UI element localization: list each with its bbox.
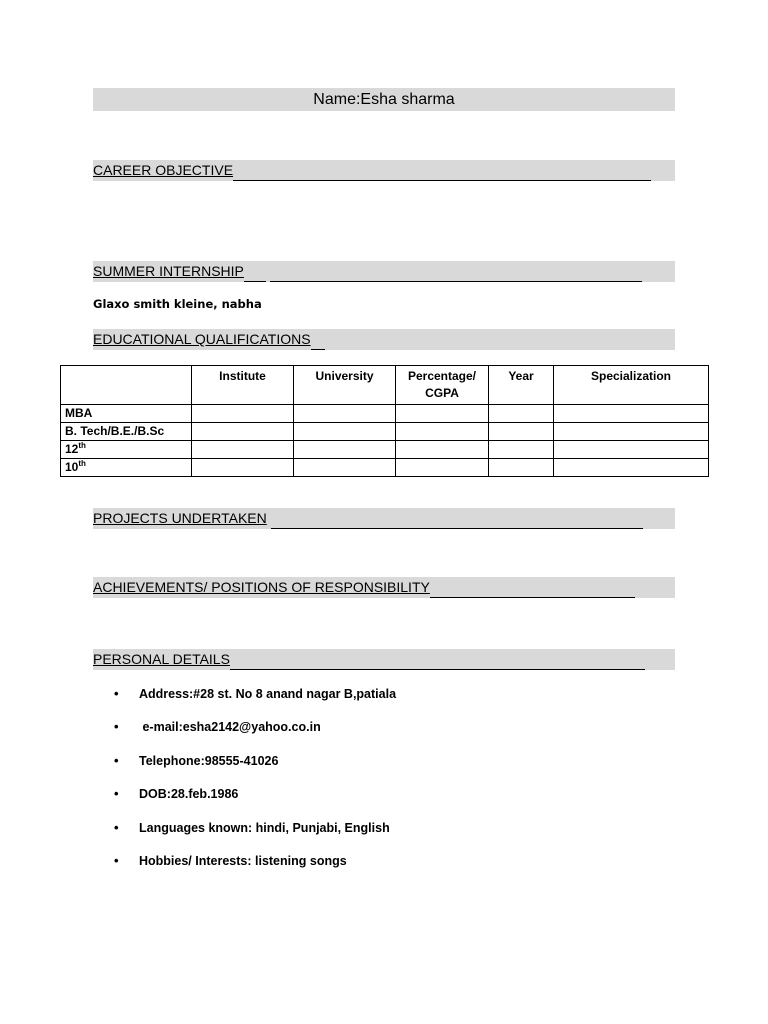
table-cell [489, 405, 554, 423]
projects-undertaken-heading [93, 508, 675, 529]
table-cell [554, 459, 709, 477]
table-cell [396, 405, 489, 423]
bullet-icon: • [114, 686, 119, 701]
list-item [114, 783, 396, 816]
table-cell [192, 441, 294, 459]
list-item [114, 716, 396, 749]
table-row [61, 441, 709, 459]
table-cell [489, 423, 554, 441]
heading-underline [311, 333, 325, 350]
personal-details-label: PERSONAL DETAILS [93, 651, 230, 667]
candidate-name: Name:Esha sharma [313, 91, 455, 108]
table-row [61, 423, 709, 441]
table-cell [489, 441, 554, 459]
table-cell [396, 423, 489, 441]
column-header: Institute [192, 366, 294, 405]
heading-underline [233, 164, 651, 181]
personal-details-list [114, 683, 396, 883]
bullet-icon: • [114, 819, 119, 835]
table-cell [294, 405, 396, 423]
list-item [114, 683, 396, 716]
heading-underline [430, 581, 635, 598]
row-label: B. Tech/B.E./B.Sc [61, 423, 192, 441]
row-label: 10th [61, 459, 192, 477]
table-row [61, 459, 709, 477]
table-header-row [61, 366, 709, 405]
email-text: e-mail:esha2142@yahoo.co.in [139, 720, 321, 735]
languages-text: Languages known: hindi, Punjabi, English [139, 820, 390, 835]
table-cell [294, 441, 396, 459]
list-item [114, 750, 396, 783]
bullet-icon: • [114, 786, 119, 802]
summer-internship-label: SUMMER INTERNSHIP [93, 263, 244, 279]
dob-text: DOB:28.feb.1986 [139, 787, 239, 802]
personal-details-heading [93, 649, 675, 670]
education-table [60, 365, 709, 477]
address-text: Address:#28 st. No 8 anand nagar B,patiala [139, 687, 397, 701]
column-header: Specialization [554, 366, 709, 405]
bullet-icon: • [114, 752, 119, 768]
row-label: 12th [61, 441, 192, 459]
column-header: University [294, 366, 396, 405]
table-cell [554, 423, 709, 441]
bullet-icon: • [114, 719, 119, 735]
achievements-label: ACHIEVEMENTS/ POSITIONS OF RESPONSIBILITY [93, 579, 430, 595]
career-objective-label: CAREER OBJECTIVE [93, 162, 234, 178]
table-cell [396, 441, 489, 459]
summer-internship-heading [93, 261, 675, 282]
table-cell [192, 459, 294, 477]
column-header [61, 366, 192, 405]
hobbies-text: Hobbies/ Interests: listening songs [139, 853, 347, 868]
heading-underline [230, 653, 645, 670]
achievements-heading [93, 577, 675, 598]
table-cell [192, 423, 294, 441]
column-header: Percentage/ CGPA [396, 366, 489, 405]
internship-detail: Glaxo smith kleine, nabha [93, 297, 262, 311]
telephone-text: Telephone:98555-41026 [139, 753, 279, 768]
educational-qualifications-heading [93, 329, 675, 350]
table-cell [294, 459, 396, 477]
table-cell [554, 405, 709, 423]
name-header [93, 88, 675, 111]
table-row [61, 405, 709, 423]
heading-underline [271, 512, 643, 529]
table-cell [294, 423, 396, 441]
heading-underline [270, 265, 642, 282]
ordinal-suffix: th [78, 459, 86, 468]
table-cell [396, 459, 489, 477]
educational-qualifications-label: EDUCATIONAL QUALIFICATIONS [93, 331, 311, 347]
table-cell [554, 441, 709, 459]
list-item [114, 850, 396, 883]
projects-undertaken-label: PROJECTS UNDERTAKEN [93, 510, 267, 526]
bullet-icon: • [114, 852, 119, 868]
table-cell [192, 405, 294, 423]
ordinal-suffix: th [78, 441, 86, 450]
list-item [114, 817, 396, 850]
row-label: MBA [61, 405, 192, 423]
career-objective-heading [93, 160, 675, 181]
column-header: Year [489, 366, 554, 405]
table-cell [489, 459, 554, 477]
heading-underline [244, 265, 266, 282]
